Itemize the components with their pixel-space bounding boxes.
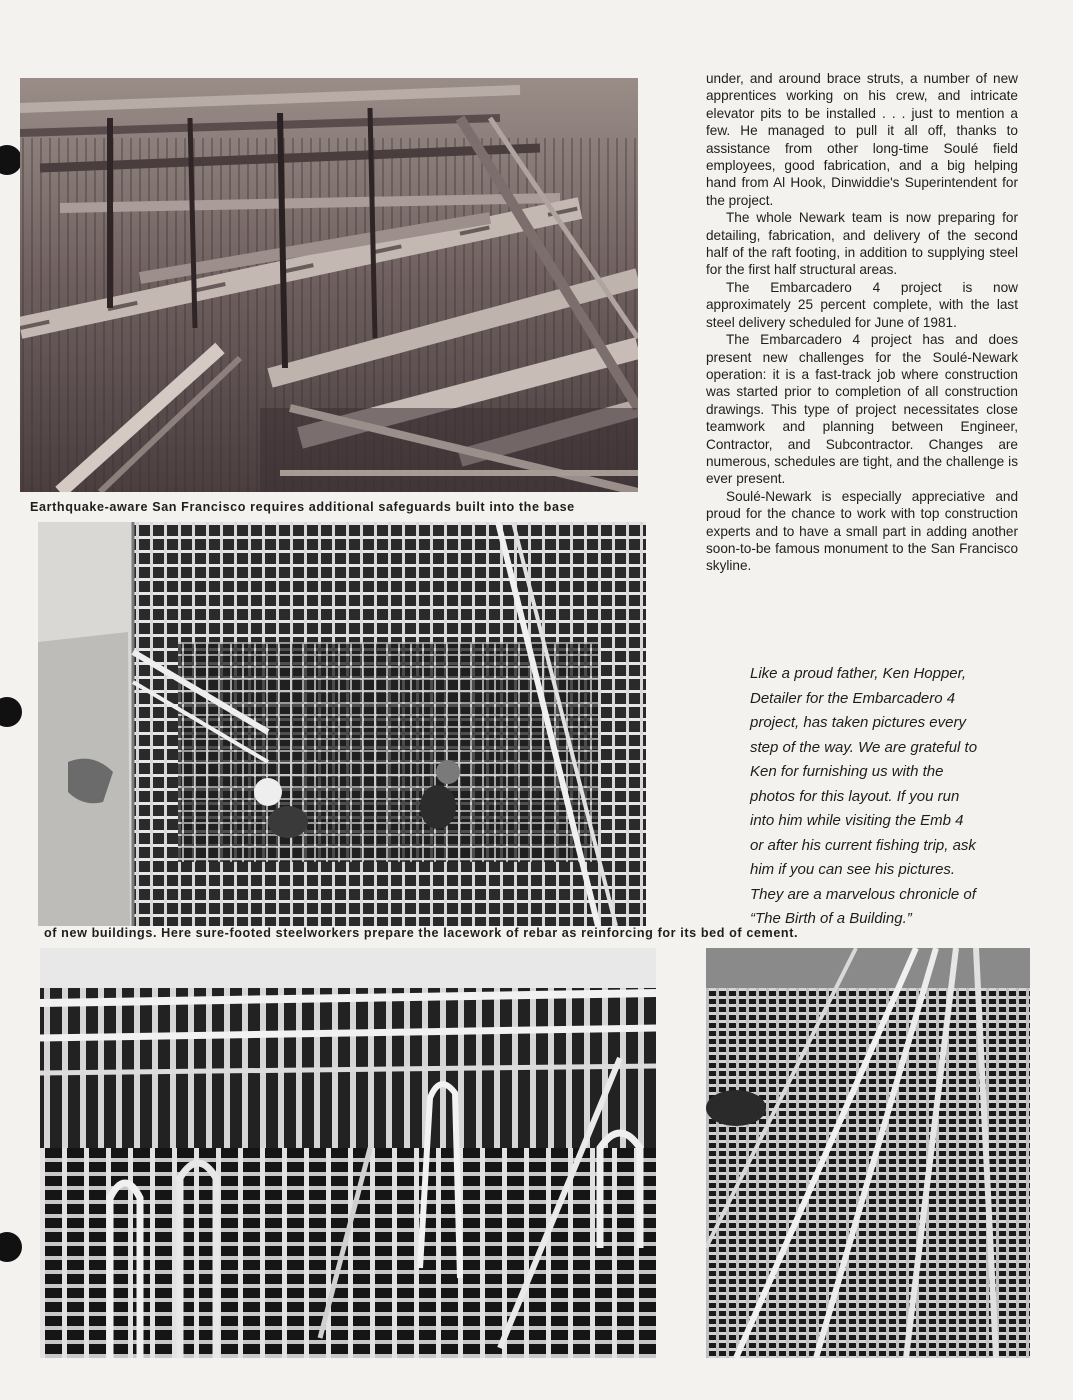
note-line: Like a proud father, Ken Hopper,	[750, 665, 966, 682]
note-line: Ken for furnishing us with the	[750, 763, 944, 780]
article-paragraph: The Embarcadero 4 project is now approximately 25 percent complete, with the last steel delivery scheduled for June of 1981.	[706, 279, 1018, 330]
binder-hole-top	[0, 145, 22, 175]
note-line: photos for this layout. If you run	[750, 787, 960, 805]
article-body	[706, 70, 1018, 575]
note-line: into him while visiting the Emb 4	[750, 812, 964, 829]
photo-rebar-stirrups	[40, 948, 656, 1358]
note-line: Detailer for the Embarcadero 4	[750, 689, 956, 707]
binder-hole-bottom	[0, 1232, 22, 1262]
article-paragraph: The whole Newark team is now preparing for detailing, fabrication, and delivery of the second half of the raft footing, in addition to supplying steel for the first half structural areas.	[706, 210, 1018, 278]
photo-rebar-grid	[38, 522, 646, 926]
note-line: “The Birth of a Building.”	[750, 910, 912, 927]
article-paragraph: under, and around brace struts, a number of new apprentices working on his crew, and intricate elevator pits to be installed . . . just to mention a few. He managed to pull it all off, thanks to assistance from other long-time Soulé field employees, good fabrication, and a big helping hand from Al Hook, Dinwiddie's Superintendent for the project.	[706, 71, 1018, 208]
article-paragraph: The Embarcadero 4 project has and does present new challenges for the Soulé-Newark operation: it is a fast-track job where construction was started prior to completion of all construction drawings. This type of project necessitates close teamwork and planning between Engineer, Contractor, and Subcontractor. Changes are numerous, schedules are tight, and the challenge is ever present.	[706, 332, 1018, 487]
photo-credit-note	[750, 662, 1020, 932]
caption-top: Earthquake-aware San Francisco requires additional safeguards built into the base	[30, 500, 575, 514]
article-paragraph: Soulé-Newark is especially appreciative and proud for the chance to work with top construction experts and to have a small part in adding another soon-to-be famous monument to the San Francisco skyline.	[706, 488, 1018, 574]
photo-rebar-mats	[706, 948, 1030, 1358]
note-line: project, has taken pictures every	[750, 714, 966, 731]
binder-hole-middle	[0, 697, 22, 727]
note-line: or after his current fishing trip, ask	[750, 836, 976, 854]
note-line: step of the way. We are grateful to	[750, 738, 978, 756]
photo-brace-struts	[20, 78, 638, 492]
caption-bottom: of new buildings. Here sure-footed steelworkers prepare the lacework of rebar as reinforcing for its bed of cement.	[44, 926, 799, 940]
note-line: They are a marvelous chronicle of	[750, 885, 976, 903]
note-line: him if you can see his pictures.	[750, 861, 956, 878]
